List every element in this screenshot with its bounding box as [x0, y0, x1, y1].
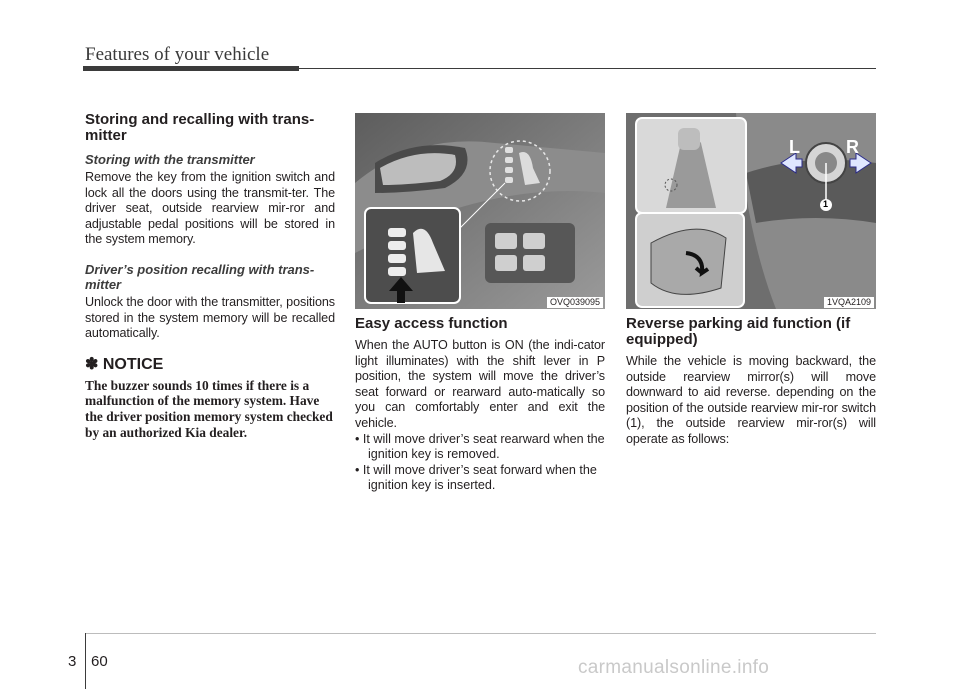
fig-callout-1: 1: [823, 199, 829, 209]
fig-letter-r: R: [846, 137, 859, 157]
column-left: [85, 112, 335, 440]
figure-reverse-mirror: [626, 113, 876, 309]
figure-door-memory-switch: [355, 113, 605, 309]
figure-label: 1VQA2109: [824, 297, 874, 308]
footer-divider: [85, 633, 86, 689]
notice-title: ✽ NOTICE: [85, 355, 164, 373]
bullet-item: • It will move driver’s seat forward when the ignition key is inserted.: [355, 462, 597, 493]
bullet-item: • It will move driver’s seat rearward when the ignition key is removed.: [355, 431, 605, 462]
door-panel-illustration: [355, 113, 605, 309]
notice-body: The buzzer sounds 10 times if there is a malfunction of the memory system. Have the driver position memory system checked by an authorized Kia dealer.: [85, 377, 333, 440]
page-header-title: Features of your vehicle: [85, 44, 270, 65]
column-right: [626, 316, 876, 448]
section-heading-storing: Storing and recalling with trans-mitter: [85, 111, 315, 144]
fig-letter-l: L: [789, 137, 800, 157]
header-rule: [83, 66, 299, 71]
figure-label: OVQ039095: [547, 297, 603, 308]
watermark-text: carmanualsonline.info: [578, 657, 770, 678]
column-middle: [355, 316, 605, 494]
subheading-recalling: Driver’s position recalling with trans-mitter: [85, 261, 315, 292]
chapter-number: 3: [68, 653, 77, 670]
page-number: 60: [91, 653, 108, 670]
header-rule-thin: [299, 68, 876, 69]
subheading-storing-transmitter: Storing with the transmitter: [85, 152, 255, 167]
paragraph-reverse-parking: While the vehicle is moving backward, the outside rearview mirror(s) will move downward to aid reverse. depending on the position of the outside rearview mir-ror switch (1), the outside rearview mir-ror(s) will operate as follows:: [626, 354, 876, 446]
section-heading-reverse-parking: Reverse parking aid function (if equipped): [626, 315, 851, 348]
footer-rule: [85, 633, 876, 634]
paragraph-easy-access: When the AUTO button is ON (the indi-cator light illuminates) with the shift lever in P position, the system will move the driver’s seat forward or rearward auto-matically so you can comfortably enter and exit the vehicle.: [355, 338, 605, 430]
paragraph-storing: Remove the key from the ignition switch and lock all the doors using the transmit-ter. The driver seat, outside rearview mir-ror and adjustable pedal positions will be stored in the system memory.: [85, 170, 335, 247]
mirror-switch-illustration: [626, 113, 876, 309]
paragraph-recalling: Unlock the door with the transmitter, positions stored in the system memory will be recalled automatically.: [85, 294, 335, 341]
section-heading-easy-access: Easy access function: [355, 315, 508, 332]
